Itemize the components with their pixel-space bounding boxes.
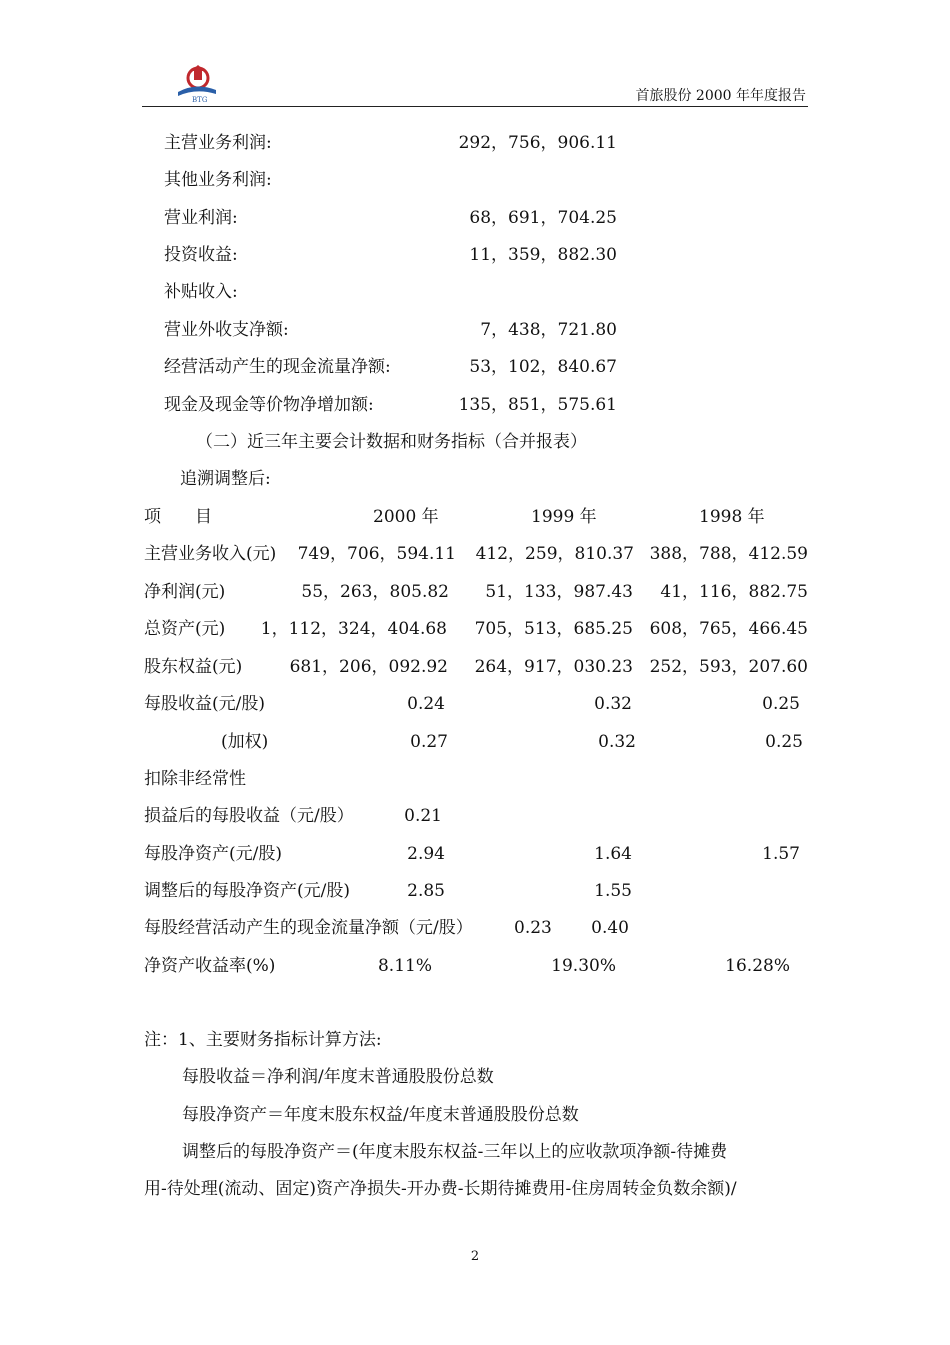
- table-row-label: 调整后的每股净资产(元/股): [144, 881, 350, 901]
- note-formula: 每股净资产＝年度末股东权益/年度末普通股股份总数: [182, 1105, 579, 1125]
- table-cell-1999: 705，513，685.25: [474, 619, 633, 639]
- header-divider: [142, 106, 808, 107]
- table-row-label: (加权): [221, 732, 269, 752]
- summary-value: 53，102，840.67: [469, 357, 617, 377]
- summary-label: 现金及现金等价物净增加额:: [164, 395, 374, 415]
- table-cell-2000: 0.27: [410, 732, 448, 752]
- summary-label: 经营活动产生的现金流量净额:: [164, 357, 391, 377]
- company-logo: [176, 62, 234, 104]
- table-row-label: 净资产收益率(%): [144, 956, 276, 976]
- summary-label: 主营业务利润:: [164, 133, 272, 153]
- table-cell-1998: 0.25: [765, 732, 803, 752]
- logo-text: BTG: [192, 96, 208, 104]
- table-header-2000: 2000 年: [373, 507, 439, 527]
- table-cell-2000: 0.23: [514, 918, 552, 938]
- summary-label: 投资收益:: [164, 245, 238, 265]
- table-cell-1998: 0.25: [762, 694, 800, 714]
- table-cell-1998: 16.28%: [725, 956, 790, 976]
- table-row-label: 扣除非经常性: [144, 769, 246, 789]
- table-cell-2000: 8.11%: [377, 956, 432, 976]
- table-row-label: 主营业务收入(元): [144, 544, 277, 564]
- logo-emblem-icon: [176, 62, 234, 104]
- table-cell-1999: 0.32: [594, 694, 632, 714]
- table-cell-1999: 0.32: [598, 732, 636, 752]
- table-cell-1999: 1.55: [594, 881, 632, 901]
- summary-value: 7，438，721.80: [480, 320, 617, 340]
- summary-value: 135，851，575.61: [458, 395, 617, 415]
- table-row-label: 损益后的每股收益（元/股）: [144, 806, 354, 826]
- summary-value: 68，691，704.25: [469, 208, 617, 228]
- summary-label: 营业利润:: [164, 208, 238, 228]
- table-cell-1999: 19.30%: [551, 956, 616, 976]
- summary-value: 11，359，882.30: [469, 245, 617, 265]
- table-row-label: 每股净资产(元/股): [144, 844, 282, 864]
- table-row-label: 总资产(元): [144, 619, 226, 639]
- table-row-label: 股东权益(元): [144, 657, 243, 677]
- table-row-label: 净利润(元): [144, 582, 226, 602]
- table-cell-2000: 0.24: [407, 694, 445, 714]
- page-number: 2: [470, 1249, 480, 1264]
- summary-label: 其他业务利润:: [164, 170, 272, 190]
- table-cell-1999: 1.64: [594, 844, 632, 864]
- table-cell-1998: 608，765，466.45: [649, 619, 808, 639]
- summary-label: 营业外收支净额:: [164, 320, 289, 340]
- section-title: （二）近三年主要会计数据和财务指标（合并报表）: [196, 432, 587, 452]
- table-cell-1998: 41，116，882.75: [660, 582, 808, 602]
- table-cell-1999: 0.40: [591, 918, 629, 938]
- table-cell-2000: 2.85: [407, 881, 445, 901]
- table-cell-1999: 412，259，810.37: [475, 544, 634, 564]
- table-header-item: 项 目: [144, 507, 212, 527]
- summary-value: 292，756，906.11: [458, 133, 617, 153]
- summary-label: 补贴收入:: [164, 282, 238, 302]
- table-row-label: 每股经营活动产生的现金流量净额（元/股）: [144, 918, 473, 938]
- note-formula: 用-待处理(流动、固定)资产净损失-开办费-长期待摊费用-住房周转金负数余额)/: [144, 1179, 737, 1199]
- table-cell-1999: 264，917，030.23: [474, 657, 633, 677]
- table-cell-2000: 1，112，324，404.68: [260, 619, 447, 639]
- table-row-label: 每股收益(元/股): [144, 694, 265, 714]
- table-cell-2000: 749，706，594.11: [297, 544, 456, 564]
- note-formula: 调整后的每股净资产＝(年度末股东权益-三年以上的应收款项净额-待摊费: [182, 1142, 728, 1162]
- table-cell-2000: 681，206，092.92: [289, 657, 448, 677]
- table-cell-1998: 252，593，207.60: [649, 657, 808, 677]
- table-cell-2000: 0.21: [404, 806, 442, 826]
- table-cell-2000: 2.94: [407, 844, 445, 864]
- note-formula: 每股收益＝净利润/年度末普通股股份总数: [182, 1067, 494, 1087]
- table-cell-1998: 1.57: [762, 844, 800, 864]
- table-header-1998: 1998 年: [699, 507, 765, 527]
- table-cell-1998: 388，788，412.59: [649, 544, 808, 564]
- header-title: 首旅股份 2000 年年度报告: [635, 88, 806, 104]
- notes-heading: 注：1、主要财务指标计算方法:: [144, 1030, 382, 1050]
- table-header-1999: 1999 年: [531, 507, 597, 527]
- table-cell-1999: 51，133，987.43: [485, 582, 633, 602]
- section-subtitle: 追溯调整后:: [180, 469, 271, 489]
- table-cell-2000: 55，263，805.82: [301, 582, 449, 602]
